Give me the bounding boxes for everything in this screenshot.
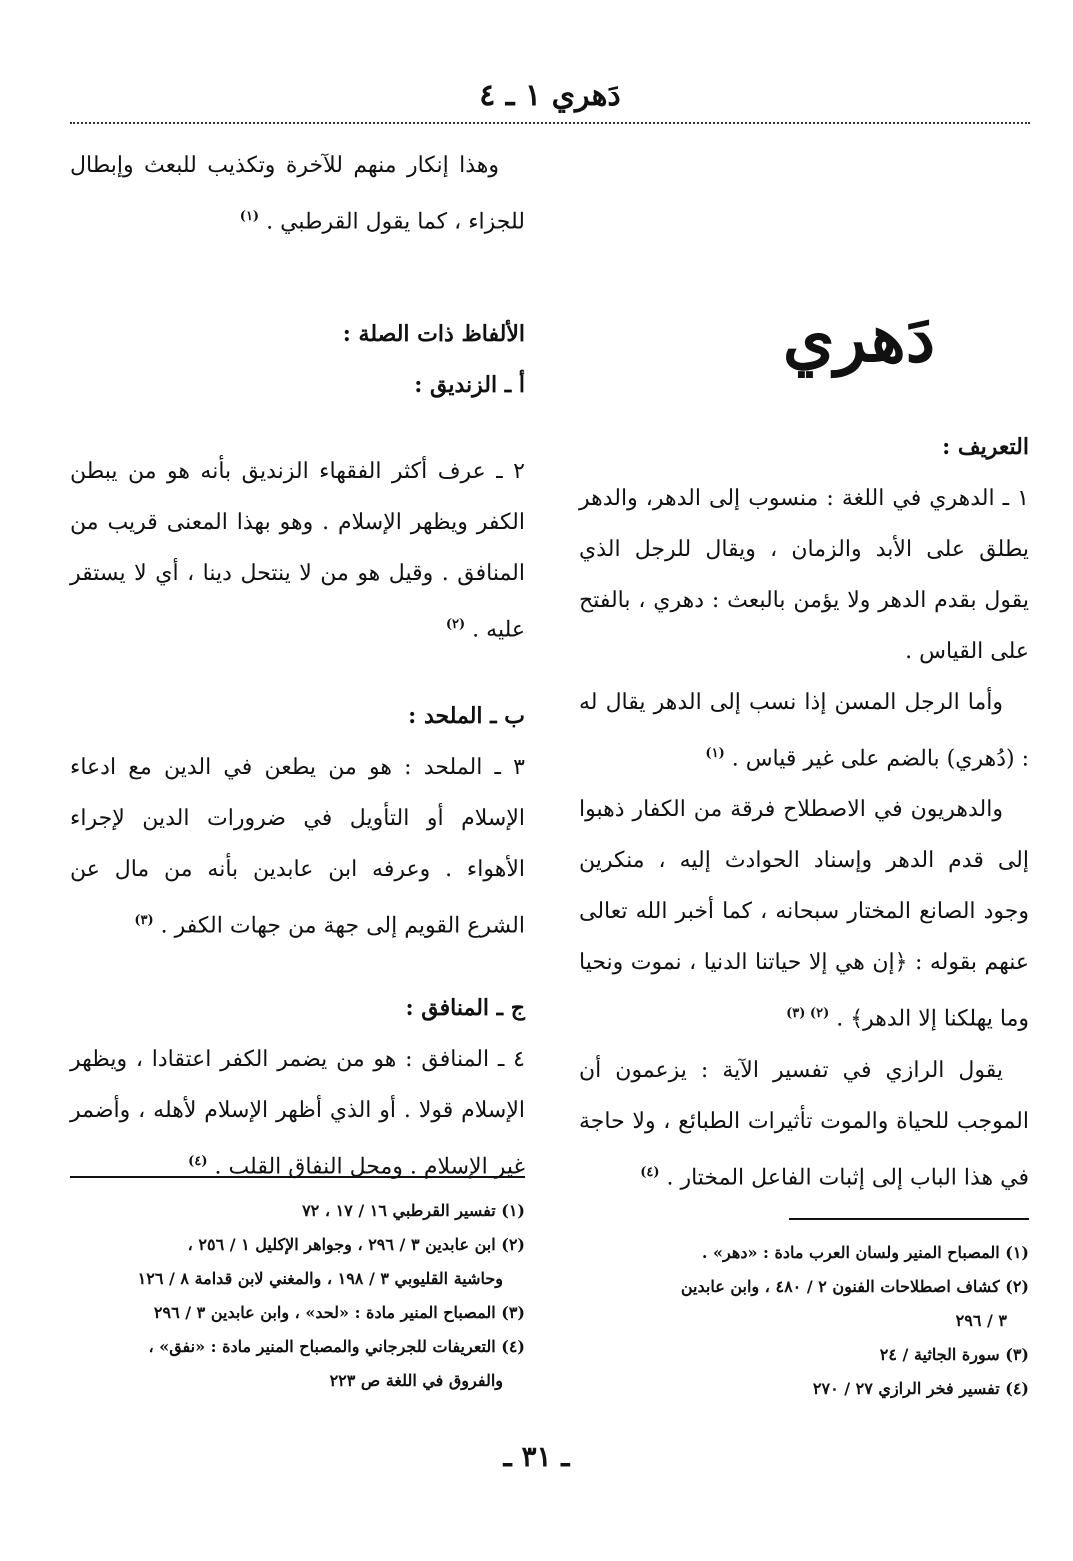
running-header	[70, 70, 1030, 124]
footnote: (١) المصباح المنير ولسان العرب مادة : «دهر» .	[701, 1243, 1029, 1262]
right-column	[579, 140, 1029, 1203]
footnote: (٢) كشاف اصطلاحات الفنون ٢ / ٤٨٠ ، وابن عابدين	[680, 1277, 1029, 1296]
intro-paragraph: وهذا إنكار منهم للآخرة وتكذيب للبعث وإبطال للجزاء ، كما يقول القرطبي . $^{(١)}$	[70, 153, 525, 235]
section-heading-definition: التعريف :	[942, 434, 1029, 460]
footnote-ref: (٣)	[134, 912, 154, 928]
footnote: (٣) سورة الجاثية / ٢٤	[879, 1345, 1029, 1364]
left-column	[70, 140, 525, 1192]
munafiq-heading: ج ـ المنافق :	[405, 994, 525, 1021]
paragraph-3: والدهريون في الاصطلاح فرقة من الكفار ذهبوا إلى قدم الدهر وإسناد الحوادث إليه ، منكرين وجود الصانع المختار سبحانه ، كما أخبر الله تعالى عنهم بقوله : ﴿إن هي إلا حياتنا الدنيا ، نموت ونحيا وما يهلكنا إلا الدهر﴾ . $^{(٢) (٣)}$	[579, 797, 1029, 1032]
footnote-ref: (١)	[239, 209, 260, 224]
footnote: (٤) التعريفات للجرجاني والمصباح المنير مادة : «نفق» ،	[148, 1337, 525, 1356]
footnote-ref: (٢) (٣)	[786, 1006, 830, 1022]
footnote-continuation: والفروق في اللغة ص ٢٢٣	[329, 1371, 503, 1390]
paragraph-4: يقول الرازي في تفسير الآية : يزعمون أن الموجب للحياة والموت تأثيرات الطبائع ، ولا حاجة في هذا الباب إلى إثبات الفاعل المختار . $^{(٤)}$	[579, 1057, 1029, 1190]
mulhid-paragraph: ٣ ـ الملحد : هو من يطعن في الدين مع ادعاء الإسلام أو التأويل في ضرورات الدين لإجراء الأهواء . وعرفه ابن عابدين بأنه من مال عن الشرع القويم إلى جهة من جهات الكفر . $^{(٣)}$	[70, 754, 525, 938]
zindiq-paragraph: ٢ ـ عرف أكثر الفقهاء الزنديق بأنه هو من يبطن الكفر ويظهر الإسلام . وهو بهذا المعنى قريب من المنافق . وقيل هو من لا ينتحل دينا ، أي لا يستقر عليه . $^{(٢)}$	[70, 459, 525, 643]
footnote: (٣) المصباح المنير مادة : «لحد» ، وابن عابدين ٣ / ٢٩٦	[153, 1303, 525, 1322]
related-terms-heading: الألفاظ ذات الصلة :	[342, 321, 525, 348]
footnote-ref: (٢)	[445, 617, 466, 633]
paragraph-2: وأما الرجل المسن إذا نسب إلى الدهر يقال له : (دُهري) بالضم على غير قياس . $^{(١)}$	[579, 690, 1029, 772]
footnote: (٢) ابن عابدين ٣ / ٢٩٦ ، وجواهر الإكليل ١ / ٢٥٦ ،	[187, 1235, 525, 1254]
footnote-ref: (٤)	[188, 1153, 208, 1169]
footnote-ref: (١)	[705, 746, 725, 761]
footnote: (١) تفسير القرطبي ١٦ / ١٧ ، ٧٢	[302, 1201, 525, 1220]
footnote: (٤) تفسير فخر الرازي ٢٧ / ٢٧٠	[812, 1379, 1029, 1398]
zindiq-heading: أ ـ الزنديق :	[414, 372, 525, 399]
munafiq-paragraph: ٤ ـ المنافق : هو من يضمر الكفر اعتقادا ، ويظهر الإسلام قولا . أو الذي أظهر الإسلام لأهله ، وأضمر غير الإسلام . ومحل النفاق القلب . $^{(٤)}$	[70, 1046, 525, 1180]
footnote-ref: (٤)	[640, 1164, 660, 1180]
page-number: ـ ٣١ ـ	[503, 1440, 570, 1473]
mulhid-heading: ب ـ الملحد :	[408, 702, 525, 729]
entry-title: دَهري	[782, 299, 936, 377]
footnotes-left	[70, 1176, 525, 1398]
footnote-continuation: وحاشية القليوبي ٣ / ١٩٨ ، والمغني لابن قدامة ٨ / ١٢٦	[137, 1269, 503, 1288]
footnotes-right	[579, 1218, 1029, 1406]
header-title: دَهري ١ ـ ٤	[479, 78, 621, 113]
footnote-continuation: ٣ / ٢٩٦	[955, 1311, 1007, 1330]
paragraph-1: ١ ـ الدهري في اللغة : منسوب إلى الدهر، والدهر يطلق على الأبد والزمان ، ويقال للرجل الذي يقول بقدم الدهر ولا يؤمن بالبعث : دهري ، بالفتح على القياس .	[579, 486, 1029, 664]
